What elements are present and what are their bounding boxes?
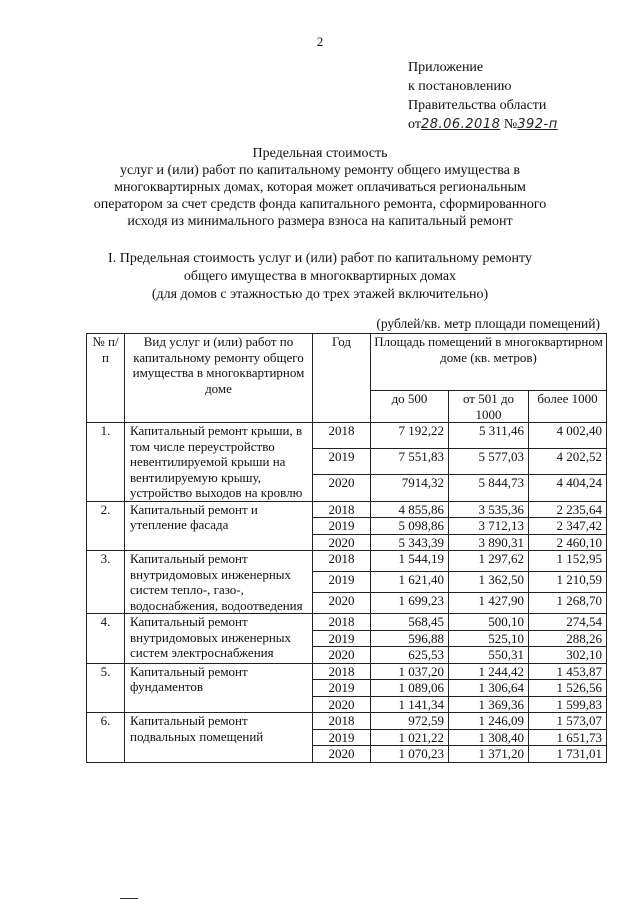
decree-date: 28.06.2018 — [420, 117, 501, 132]
price-501-1000: 3 712,13 — [449, 518, 529, 535]
work-type-cell: Капитальный ремонт фундаментов — [125, 663, 313, 713]
work-type-cell: Капитальный ремонт и утепление фасада — [125, 501, 313, 551]
title-line: услуг и (или) работ по капитальному ремонту общего имущества в — [120, 163, 520, 178]
row-number: 1. — [87, 423, 125, 502]
price-501-1000: 1 369,36 — [449, 696, 529, 713]
price-501-1000: 1 308,40 — [449, 729, 529, 746]
year-cell: 2018 — [313, 713, 371, 730]
year-cell: 2018 — [313, 551, 371, 572]
units-note: (рублей/кв. метр площади помещений) — [376, 316, 600, 331]
section-title — [40, 250, 600, 304]
year-cell: 2020 — [313, 534, 371, 551]
title-line: многоквартирных домах, которая может оплачиваться региональным — [114, 180, 526, 195]
section-line: I. Предельная стоимость услуг и (или) работ по капитальному ремонту — [108, 251, 532, 266]
price-over-1000: 1 453,87 — [529, 663, 607, 680]
price-over-1000: 1 268,70 — [529, 593, 607, 614]
section-line: (для домов с этажностью до трех этажей включительно) — [151, 287, 489, 302]
price-up-to-500: 568,45 — [371, 614, 449, 631]
year-cell: 2018 — [313, 663, 371, 680]
price-over-1000: 1 526,56 — [529, 680, 607, 697]
price-up-to-500: 5 098,86 — [371, 518, 449, 535]
date-prefix: от — [408, 117, 421, 132]
price-501-1000: 5 844,73 — [449, 475, 529, 501]
price-up-to-500: 1 141,34 — [371, 696, 449, 713]
price-up-to-500: 1 037,20 — [371, 663, 449, 680]
decree-number: 392-п — [517, 117, 558, 132]
year-cell: 2020 — [313, 696, 371, 713]
price-over-1000: 1 210,59 — [529, 572, 607, 593]
price-up-to-500: 7914,32 — [371, 475, 449, 501]
appendix-line: Правительства области — [408, 98, 547, 113]
year-cell: 2019 — [313, 729, 371, 746]
price-up-to-500: 625,53 — [371, 647, 449, 664]
price-over-1000: 1 152,95 — [529, 551, 607, 572]
year-cell: 2020 — [313, 475, 371, 501]
table-body — [87, 423, 607, 763]
year-cell: 2019 — [313, 518, 371, 535]
section-line: общего имущества в многоквартирных домах — [183, 269, 457, 284]
price-501-1000: 525,10 — [449, 630, 529, 647]
row-number: 5. — [87, 663, 125, 713]
table-row — [87, 614, 607, 631]
price-up-to-500: 1 070,23 — [371, 746, 449, 763]
header-work-type: Вид услуг и (или) работ по капитальному ремонту общего имущества в многоквартирном доме — [125, 334, 313, 423]
year-cell: 2020 — [313, 746, 371, 763]
number-prefix: № — [503, 117, 518, 132]
price-501-1000: 1 297,62 — [449, 551, 529, 572]
page-number: 2 — [316, 34, 324, 49]
price-up-to-500: 1 544,19 — [371, 551, 449, 572]
document-title — [40, 145, 600, 230]
price-up-to-500: 7 551,83 — [371, 449, 449, 475]
price-501-1000: 500,10 — [449, 614, 529, 631]
work-type-cell: Капитальный ремонт подвальных помещений — [125, 713, 313, 763]
price-over-1000: 2 347,42 — [529, 518, 607, 535]
row-number: 3. — [87, 551, 125, 614]
price-over-1000: 1 599,83 — [529, 696, 607, 713]
price-501-1000: 1 427,90 — [449, 593, 529, 614]
price-up-to-500: 1 021,22 — [371, 729, 449, 746]
price-over-1000: 1 651,73 — [529, 729, 607, 746]
price-over-1000: 1 731,01 — [529, 746, 607, 763]
price-over-1000: 2 235,64 — [529, 501, 607, 518]
price-over-1000: 1 573,07 — [529, 713, 607, 730]
year-cell: 2018 — [313, 501, 371, 518]
price-up-to-500: 596,88 — [371, 630, 449, 647]
footer-divider — [120, 898, 138, 899]
price-up-to-500: 972,59 — [371, 713, 449, 730]
price-over-1000: 4 202,52 — [529, 449, 607, 475]
table-row — [87, 663, 607, 680]
price-501-1000: 3 535,36 — [449, 501, 529, 518]
row-number: 4. — [87, 614, 125, 664]
year-cell: 2019 — [313, 630, 371, 647]
price-up-to-500: 1 089,06 — [371, 680, 449, 697]
year-cell: 2019 — [313, 449, 371, 475]
price-501-1000: 5 577,03 — [449, 449, 529, 475]
header-area-up-to-500: до 500 — [371, 391, 449, 423]
year-cell: 2019 — [313, 572, 371, 593]
year-cell: 2020 — [313, 647, 371, 664]
row-number: 2. — [87, 501, 125, 551]
work-type-cell: Капитальный ремонт крыши, в том числе переустройство невентилируемой крыши на вентилируемую крышу, устройство выходов на кровлю — [125, 423, 313, 502]
title-line: оператором за счет средств фонда капитального ремонта, сформированного — [93, 197, 547, 212]
year-cell: 2018 — [313, 423, 371, 449]
year-cell: 2020 — [313, 593, 371, 614]
title-line: исходя из минимального размера взноса на капитальный ремонт — [127, 214, 513, 229]
price-501-1000: 3 890,31 — [449, 534, 529, 551]
year-cell: 2019 — [313, 680, 371, 697]
price-over-1000: 274,54 — [529, 614, 607, 631]
header-area-501-1000: от 501 до 1000 — [449, 391, 529, 423]
price-501-1000: 550,31 — [449, 647, 529, 664]
price-501-1000: 1 306,64 — [449, 680, 529, 697]
price-over-1000: 4 404,24 — [529, 475, 607, 501]
price-up-to-500: 1 699,23 — [371, 593, 449, 614]
price-over-1000: 302,10 — [529, 647, 607, 664]
table-row — [87, 713, 607, 730]
price-501-1000: 5 311,46 — [449, 423, 529, 449]
price-501-1000: 1 246,09 — [449, 713, 529, 730]
price-table — [86, 333, 607, 763]
work-type-cell: Капитальный ремонт внутридомовых инженерных систем электроснабжения — [125, 614, 313, 664]
header-area: Площадь помещений в многоквартирном доме (кв. метров) — [371, 334, 607, 391]
price-over-1000: 4 002,40 — [529, 423, 607, 449]
price-501-1000: 1 371,20 — [449, 746, 529, 763]
price-up-to-500: 1 621,40 — [371, 572, 449, 593]
price-up-to-500: 4 855,86 — [371, 501, 449, 518]
price-501-1000: 1 362,50 — [449, 572, 529, 593]
table-header-row — [87, 334, 607, 391]
work-type-cell: Капитальный ремонт внутридомовых инженерных систем тепло-, газо-, водоснабжения, водоотведения — [125, 551, 313, 614]
title-line: Предельная стоимость — [252, 146, 388, 161]
appendix-line: Приложение — [408, 60, 484, 75]
appendix-date-line — [408, 115, 558, 134]
appendix-block — [408, 58, 558, 134]
price-501-1000: 1 244,42 — [449, 663, 529, 680]
price-over-1000: 2 460,10 — [529, 534, 607, 551]
year-cell: 2018 — [313, 614, 371, 631]
table-row — [87, 423, 607, 449]
header-year: Год — [313, 334, 371, 423]
price-over-1000: 288,26 — [529, 630, 607, 647]
table-row — [87, 551, 607, 572]
appendix-line: к постановлению — [408, 79, 512, 94]
price-up-to-500: 5 343,39 — [371, 534, 449, 551]
row-number: 6. — [87, 713, 125, 763]
header-num: № п/п — [87, 334, 125, 423]
price-up-to-500: 7 192,22 — [371, 423, 449, 449]
header-area-over-1000: более 1000 — [529, 391, 607, 423]
table-row — [87, 501, 607, 518]
